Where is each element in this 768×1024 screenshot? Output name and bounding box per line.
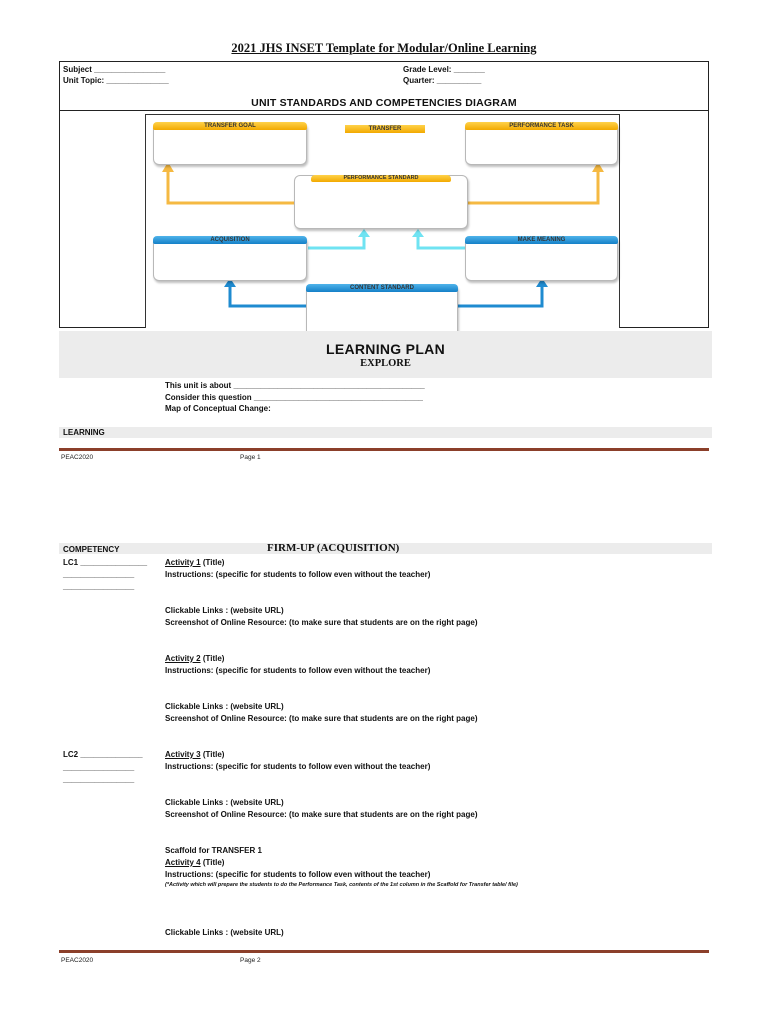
lc2-blank-1: ________________ [63,763,135,772]
performance-task-box [465,122,618,165]
activity-4-instructions: Instructions: (specific for students to follow even without the teacher) [165,870,431,879]
activity-3-links: Clickable Links : (website URL) [165,798,284,807]
activity-1-heading [165,558,224,567]
competency-label: COMPETENCY [63,545,120,554]
activity-1-links: Clickable Links : (website URL) [165,606,284,615]
make-meaning-label: MAKE MEANING [465,236,618,244]
activity-4-note: (*Activity which will prepare the students to do the Performance Task, contents of the 1st column in the Scaffold for Transfer table/ file) [165,882,518,888]
activity-2-name: Activity 2 [165,654,201,663]
learning-plan-title: LEARNING PLAN [325,341,445,357]
performance-task-label: PERFORMANCE TASK [465,122,618,130]
unit-topic-field: Unit Topic: ______________ [63,76,169,85]
activity-3-name: Activity 3 [165,750,201,759]
activity-1-name: Activity 1 [165,558,201,567]
document-title: 2021 JHS INSET Template for Modular/Online Learning [231,41,537,55]
activity-3-title: (Title) [202,750,225,759]
footer-left-2: PEAC2020 [61,957,94,964]
explore-subtitle: EXPLORE [360,358,411,369]
page-number-2: Page 2 [240,957,261,964]
arrow-to-transfer-goal [168,170,294,203]
arrow-to-performance-task [466,170,598,203]
make-meaning-box [465,236,618,281]
unit-about-line: This unit is about ___________________________________________ [165,381,425,390]
learning-band [59,427,712,438]
activity-4-heading [165,858,224,867]
subject-field: Subject ________________ [63,65,166,74]
acquisition-label: ACQUISITION [153,236,307,244]
arrow-content-to-acquisition [230,285,306,306]
activity-4-name: Activity 4 [165,858,201,867]
footer-rule-1 [59,448,709,451]
lc1-line: LC1 _______________ [63,558,148,567]
transfer-goal-box [153,122,307,165]
activity-3-heading [165,750,224,759]
grade-level-field: Grade Level: _______ [403,65,485,74]
activity-3-instructions: Instructions: (specific for students to follow even without the teacher) [165,762,431,771]
activity-1-instructions: Instructions: (specific for students to follow even without the teacher) [165,570,431,579]
footer-left-1: PEAC2020 [61,454,94,461]
activity-1-screenshot: Screenshot of Online Resource: (to make sure that students are on the right page) [165,618,478,627]
page-number-1: Page 1 [240,454,261,461]
footer-rule-2 [59,950,709,953]
diagram-heading: UNIT STANDARDS AND COMPETENCIES DIAGRAM [251,97,517,109]
lc1-blank-1: ________________ [63,570,135,579]
arrow-acquisition-to-standard [308,235,364,248]
content-standard-label: CONTENT STANDARD [306,284,458,292]
performance-standard-label: PERFORMANCE STANDARD [311,175,451,182]
transfer-label: TRANSFER [345,125,425,133]
conceptual-change-line: Map of Conceptual Change: [165,404,271,413]
activity-2-heading [165,654,224,663]
activity-4-title: (Title) [202,858,225,867]
consider-question-line: Consider this question ______________________________________ [165,393,423,402]
activity-4-links: Clickable Links : (website URL) [165,928,284,937]
transfer-goal-label: TRANSFER GOAL [153,122,307,130]
activity-2-links: Clickable Links : (website URL) [165,702,284,711]
quarter-field: Quarter: __________ [403,76,482,85]
lc1-blank-2: ________________ [63,582,135,591]
lc2-line: LC2 ______________ [63,750,143,759]
activity-2-title: (Title) [202,654,225,663]
activity-1-title: (Title) [202,558,225,567]
acquisition-box [153,236,307,281]
learning-label: LEARNING [63,428,105,437]
performance-standard-box [294,175,468,229]
activity-3-screenshot: Screenshot of Online Resource: (to make sure that students are on the right page) [165,810,478,819]
arrow-content-to-meaning [458,285,542,306]
arrow-meaning-to-standard [418,235,466,248]
firm-up-title: FIRM-UP (ACQUISITION) [267,542,400,554]
content-standard-box [306,284,458,333]
standards-diagram [145,114,620,328]
activity-2-instructions: Instructions: (specific for students to follow even without the teacher) [165,666,431,675]
lc2-blank-2: ________________ [63,775,135,784]
scaffold-label: Scaffold for TRANSFER 1 [165,846,262,855]
activity-2-screenshot: Screenshot of Online Resource: (to make sure that students are on the right page) [165,714,478,723]
